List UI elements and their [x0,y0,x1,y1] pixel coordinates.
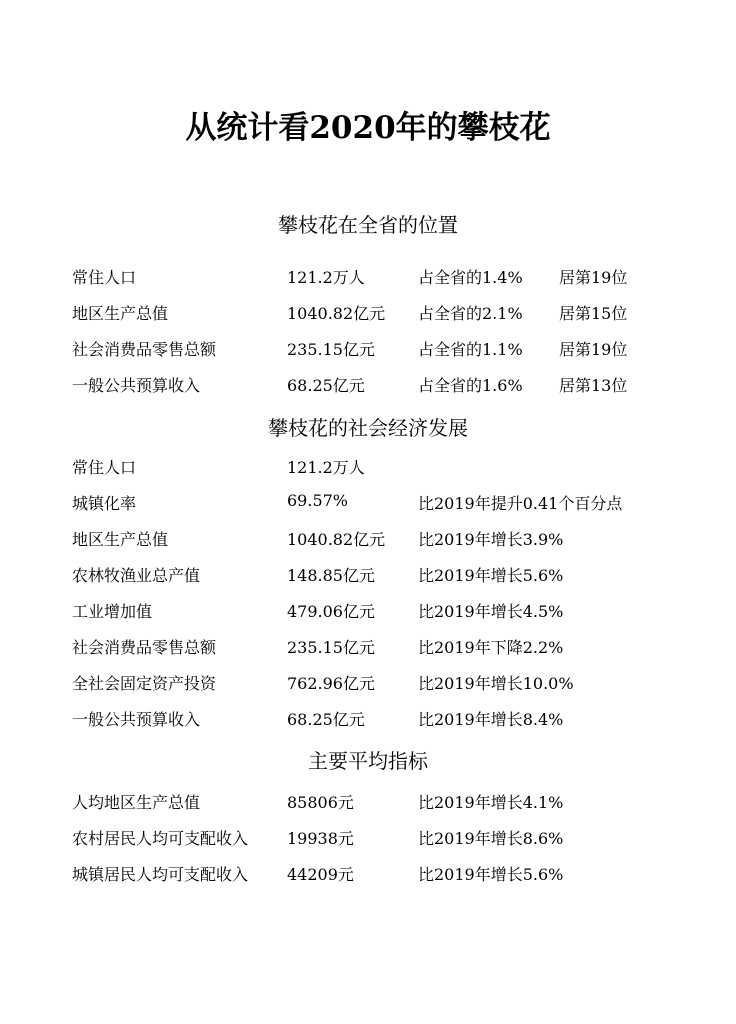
row-change: 比2019年增长4.1% [418,793,564,812]
row-value: 121.2万人 [287,268,365,287]
table-row [0,671,736,697]
row-rank: 居第13位 [559,376,628,395]
row-value: 235.15亿元 [287,340,375,359]
row-value: 121.2万人 [287,458,365,477]
row-rank: 居第19位 [559,268,628,287]
table-row [0,599,736,625]
row-label: 工业增加值 [72,602,153,621]
row-value: 19938元 [287,829,354,848]
row-share: 占全省的2.1% [418,304,523,323]
row-label: 常住人口 [72,458,137,477]
row-change: 比2019年增长5.6% [418,566,564,585]
page-title: 从统计看2020年的攀枝花 [185,110,551,146]
section-heading-average-indicators: 主要平均指标 [308,749,428,773]
row-value: 68.25亿元 [287,376,365,395]
row-change: 比2019年增长10.0% [418,674,574,693]
row-change: 比2019年提升0.41个百分点 [418,494,623,513]
row-change: 比2019年增长8.6% [418,829,564,848]
row-value: 479.06亿元 [287,602,375,621]
table-row [0,337,736,363]
table-row [0,491,736,517]
table-row [0,373,736,399]
table-row [0,265,736,291]
row-label: 农村居民人均可支配收入 [72,829,249,848]
table-row [0,790,736,816]
row-change: 比2019年增长3.9% [418,530,564,549]
row-label: 农林牧渔业总产值 [72,566,201,585]
row-value: 1040.82亿元 [287,530,386,549]
row-share: 占全省的1.4% [418,268,523,287]
table-row [0,455,736,481]
row-label: 地区生产总值 [72,530,169,549]
row-value: 1040.82亿元 [287,304,386,323]
section-heading-province-position: 攀枝花在全省的位置 [278,213,458,237]
table-row [0,563,736,589]
row-label: 社会消费品零售总额 [72,340,217,359]
row-value: 235.15亿元 [287,638,375,657]
row-label: 全社会固定资产投资 [72,674,217,693]
row-label: 城镇化率 [72,494,137,513]
row-change: 比2019年增长8.4% [418,710,564,729]
row-label: 城镇居民人均可支配收入 [72,865,249,884]
row-label: 人均地区生产总值 [72,793,201,812]
row-share: 占全省的1.1% [418,340,523,359]
row-rank: 居第19位 [559,340,628,359]
row-label: 一般公共预算收入 [72,376,201,395]
row-share: 占全省的1.6% [418,376,523,395]
row-label: 常住人口 [72,268,137,287]
row-label: 社会消费品零售总额 [72,638,217,657]
row-change: 比2019年下降2.2% [418,638,564,657]
row-value: 85806元 [287,793,354,812]
table-row [0,527,736,553]
row-rank: 居第15位 [559,304,628,323]
row-value: 148.85亿元 [287,566,375,585]
table-row [0,862,736,888]
table-row [0,301,736,327]
row-label: 一般公共预算收入 [72,710,201,729]
row-value: 44209元 [287,865,354,884]
row-value: 68.25亿元 [287,710,365,729]
row-change: 比2019年增长4.5% [418,602,564,621]
row-value: 69.57% [287,491,349,510]
table-row [0,635,736,661]
section-heading-social-economic: 攀枝花的社会经济发展 [268,416,468,440]
row-value: 762.96亿元 [287,674,375,693]
table-row [0,707,736,733]
row-change: 比2019年增长5.6% [418,865,564,884]
table-row [0,826,736,852]
row-label: 地区生产总值 [72,304,169,323]
